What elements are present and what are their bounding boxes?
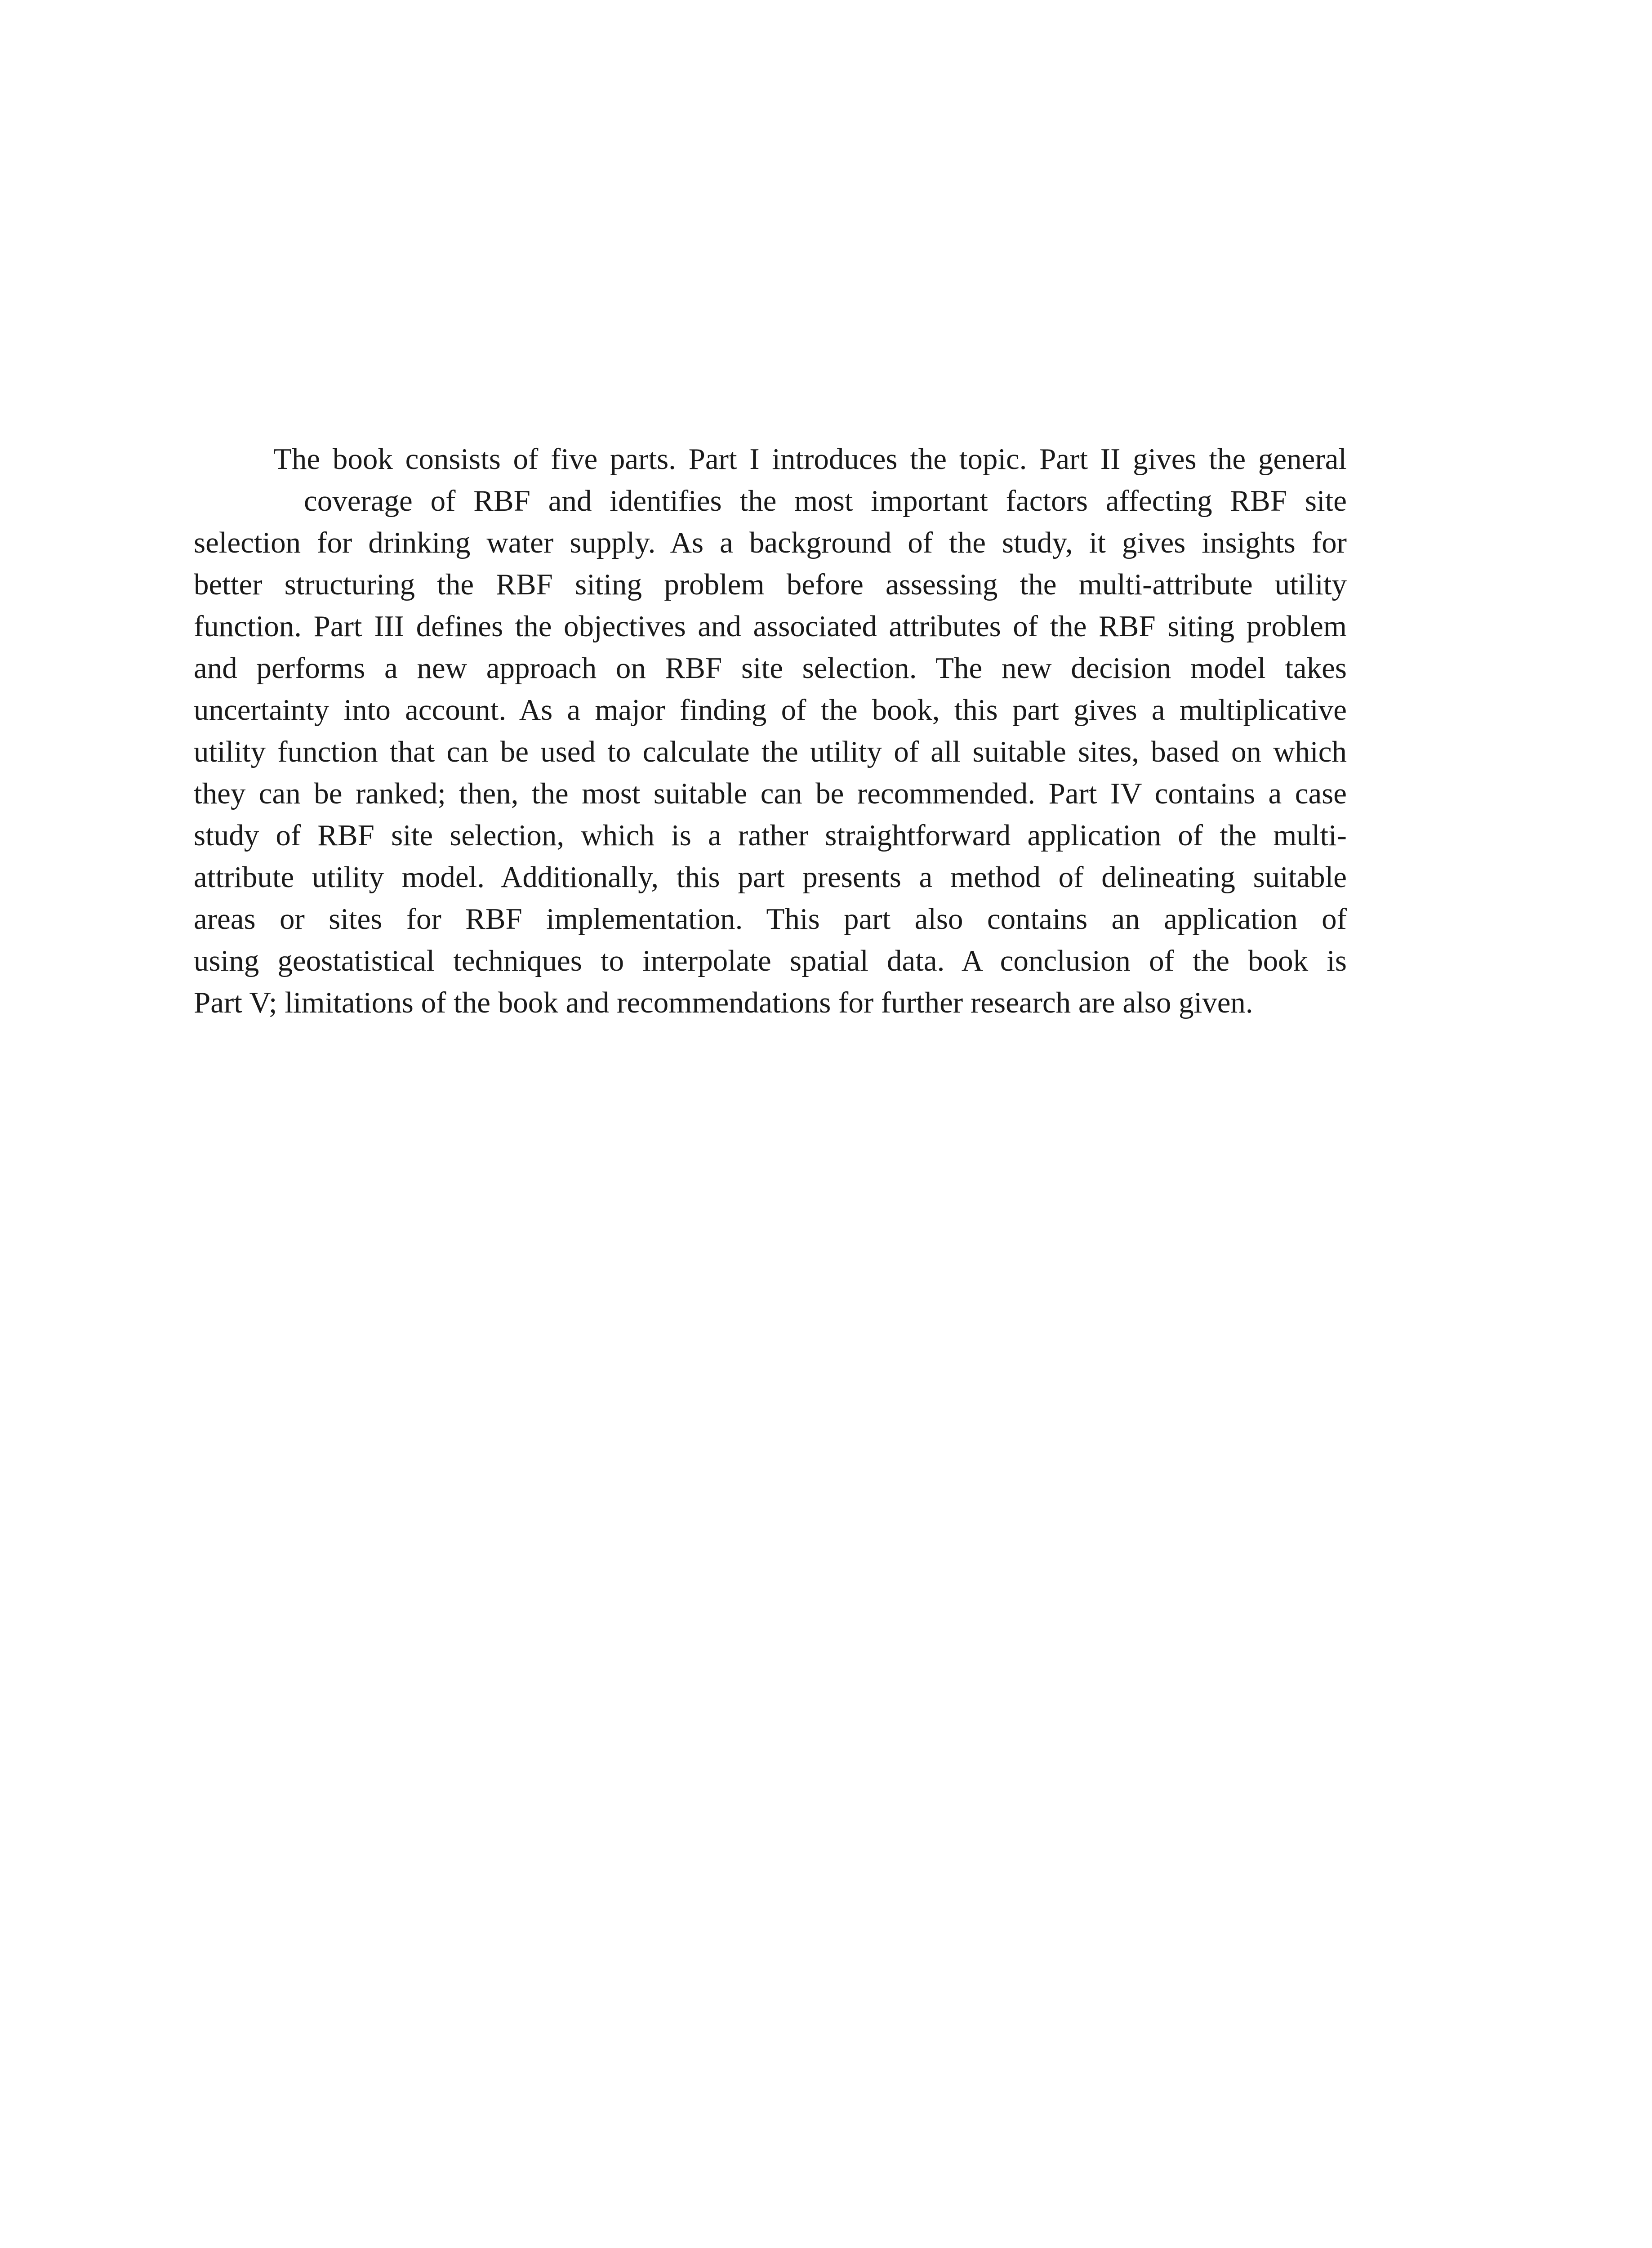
paragraph-line: uncertainty into account. As a major finding of the book, this part gives a multiplicative: [194, 693, 1347, 727]
body-paragraph: [194, 438, 1347, 1024]
paragraph-line: coverage of RBF and identifies the most important factors affecting RBF site: [304, 484, 1347, 517]
paragraph-line: selection for drinking water supply. As a background of the study, it gives insights for: [194, 526, 1347, 559]
paragraph-line: areas or sites for RBF implementation. This part also contains an application of: [194, 902, 1347, 936]
paragraph-line: Part V; limitations of the book and recommendations for further research are also given.: [194, 986, 1253, 1019]
paragraph-line: attribute utility model. Additionally, this part presents a method of delineating suitable: [194, 861, 1347, 894]
paragraph-line: and performs a new approach on RBF site selection. The new decision model takes: [194, 651, 1347, 685]
paragraph-line: they can be ranked; then, the most suitable can be recommended. Part IV contains a case: [194, 777, 1347, 810]
paragraph-line: utility function that can be used to calculate the utility of all suitable sites, based on which: [194, 735, 1347, 768]
paragraph-line: The book consists of five parts. Part I introduces the topic. Part II gives the general: [273, 442, 1347, 476]
paragraph-line: study of RBF site selection, which is a rather straightforward application of the multi-: [194, 819, 1347, 852]
paragraph-line: using geostatistical techniques to interpolate spatial data. A conclusion of the book is: [194, 944, 1347, 977]
paragraph-line: better structuring the RBF siting problem before assessing the multi-attribute utility: [194, 568, 1347, 601]
paragraph-line: function. Part III defines the objectives and associated attributes of the RBF siting problem: [194, 610, 1347, 643]
